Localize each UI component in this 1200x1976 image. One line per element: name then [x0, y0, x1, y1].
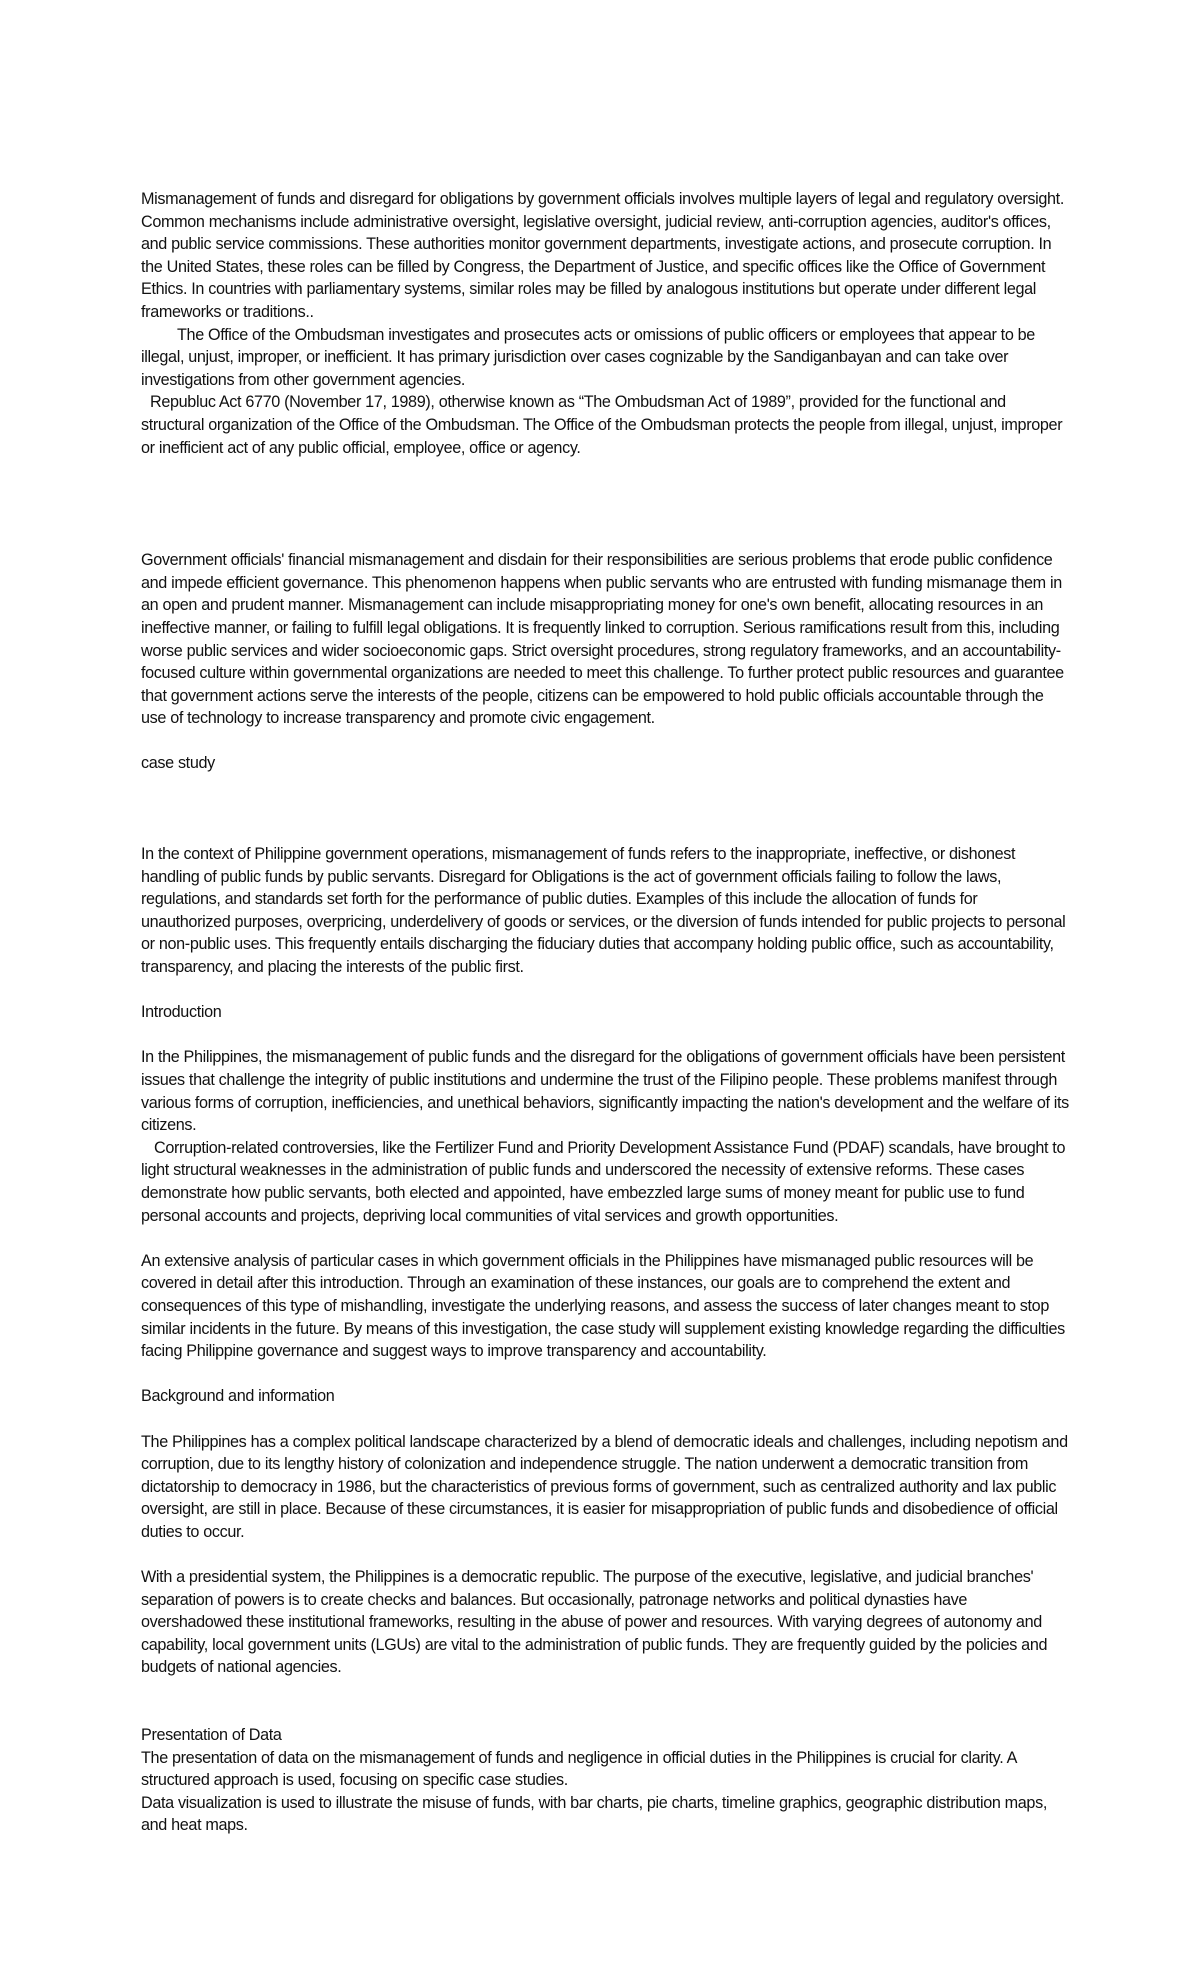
paragraph-extensive-analysis: An extensive analysis of particular cases in which government officials in the Philippines have mismanaged public resources will be covered in detail after this introduction. Through an examination of these instances, our goals are to comprehend the extent and consequences of this type of mishandling, investigate the underlying reasons, and assess the success of later changes meant to stop similar incidents in the future. By means of this investigation, the case study will supplement existing knowledge regarding the difficulties facing Philippine governance and suggest ways to improve transparency and accountability.	[141, 1251, 1065, 1361]
blank-space	[141, 1543, 1071, 1566]
paragraph-ombudsman-office: The Office of the Ombudsman investigates and prosecutes acts or omissions of public officers or employees that appear to be illegal, unjust, improper, or inefficient. It has primary jurisdiction over cases cognizable by the Sandiganbayan and can take over investigations from other government agencies.	[141, 325, 1035, 389]
paragraph-data-visualization: Data visualization is used to illustrate the misuse of funds, with bar charts, pie charts, timeline graphics, geographic distribution maps, and heat maps.	[141, 1793, 1047, 1835]
blank-space	[141, 730, 1071, 753]
heading-introduction: Introduction	[141, 1003, 222, 1022]
paragraph-corruption-controversies: Corruption-related controversies, like the Fertilizer Fund and Priority Development Assistance Fund (PDAF) scandals, have brought to light structural weaknesses in the administration of public funds and underscored the necessity of extensive reforms. These cases demonstrate how public servants, both elected and appointed, have embezzled large sums of money meant for public use to fund personal accounts and projects, depriving local communities of vital services and growth opportunities.	[141, 1138, 1066, 1225]
paragraph-republic-act-6770: Republuc Act 6770 (November 17, 1989), otherwise known as “The Ombudsman Act of 1989”, provided for the functional and structural organization of the Office of the Ombudsman. The Office of the Ombudsman protects the people from illegal, unjust, improper or inefficient act of any public official, employee, office or agency.	[141, 393, 1063, 457]
blank-space	[141, 1227, 1071, 1250]
blank-space	[141, 1408, 1071, 1431]
heading-presentation-of-data: Presentation of Data	[141, 1726, 282, 1745]
paragraph-philippine-context: In the context of Philippine government operations, mismanagement of funds refers to the inappropriate, ineffective, or dishonest handling of public funds by public servants. Disregard for Obligations is the act of government officials failing to follow the laws, regulations, and standards set forth for the performance of public duties. Examples of this include the allocation of funds for unauthorized purposes, overpricing, underdelivery of goods or services, or the diversion of funds intended for public projects to personal or non-public uses. This frequently entails discharging the fiduciary duties that accompany holding public office, such as accountability, transparency, and placing the interests of the public first.	[141, 845, 1066, 977]
blank-space	[141, 979, 1071, 1002]
paragraph-presidential-system: With a presidential system, the Philippines is a democratic republic. The purpose of the executive, legislative, and judicial branches' separation of powers is to create checks and balances. But occasionally, patronage networks and political dynasties have overshadowed these institutional frameworks, resulting in the abuse of power and resources. With varying degrees of autonomy and capability, local government units (LGUs) are vital to the administration of public funds. They are frequently guided by the policies and budgets of national agencies.	[141, 1568, 1048, 1677]
heading-case-study: case study	[141, 754, 215, 773]
blank-space	[141, 775, 1071, 843]
paragraph-oversight-mechanisms: Mismanagement of funds and disregard for obligations by government officials involves multiple layers of legal and regulatory oversight. Common mechanisms include administrative oversight, legislative oversight, judicial review, anti-corruption agencies, auditor's offices, and public service commissions. These authorities monitor government departments, investigate actions, and prosecute corruption. In the United States, these roles can be filled by Congress, the Department of Justice, and specific offices like the Office of Government Ethics. In countries with parliamentary systems, similar roles may be filled by analogous institutions but operate under different legal frameworks or traditions..	[141, 190, 1064, 321]
blank-space	[141, 1363, 1071, 1386]
paragraph-introduction: In the Philippines, the mismanagement of public funds and the disregard for the obligations of government officials have been persistent issues that challenge the integrity of public institutions and undermine the trust of the Filipino people. These problems manifest through various forms of corruption, inefficiencies, and unethical behaviors, significantly impacting the nation's development and the welfare of its citizens.	[141, 1048, 1069, 1135]
blank-space	[141, 1024, 1071, 1047]
paragraph-structured-approach: The presentation of data on the mismanagement of funds and negligence in official duties in the Philippines is crucial for clarity. A structured approach is used, focusing on specific case studies.	[141, 1748, 1017, 1790]
heading-background: Background and information	[141, 1387, 335, 1406]
paragraph-financial-mismanagement: Government officials' financial mismanagement and disdain for their responsibilities are serious problems that erode public confidence and impede efficient governance. This phenomenon happens when public servants who are entrusted with funding mismanage them in an open and prudent manner. Mismanagement can include misappropriating money for one's own benefit, allocating resources in an ineffective manner, or failing to fulfill legal obligations. It is frequently linked to corruption. Serious ramifications result from this, including worse public services and wider socioeconomic gaps. Strict oversight procedures, strong regulatory frameworks, and an accountability-focused culture within governmental organizations are needed to meet this challenge. To further protect public resources and guarantee that government actions serve the interests of the people, citizens can be empowered to hold public officials accountable through the use of technology to increase transparency and promote civic engagement.	[141, 551, 1064, 728]
blank-space	[141, 459, 1071, 549]
paragraph-political-landscape: The Philippines has a complex political landscape characterized by a blend of democratic ideals and challenges, including nepotism and corruption, due to its lengthy history of colonization and independence struggle. The nation underwent a democratic transition from dictatorship to democracy in 1986, but the characteristics of previous forms of government, such as centralized authority and lax public oversight, are still in place. Because of these circumstances, it is easier for misappropriation of public funds and disobedience of official duties to occur.	[141, 1432, 1068, 1541]
document-body	[141, 188, 1071, 1837]
blank-space	[141, 1679, 1071, 1724]
